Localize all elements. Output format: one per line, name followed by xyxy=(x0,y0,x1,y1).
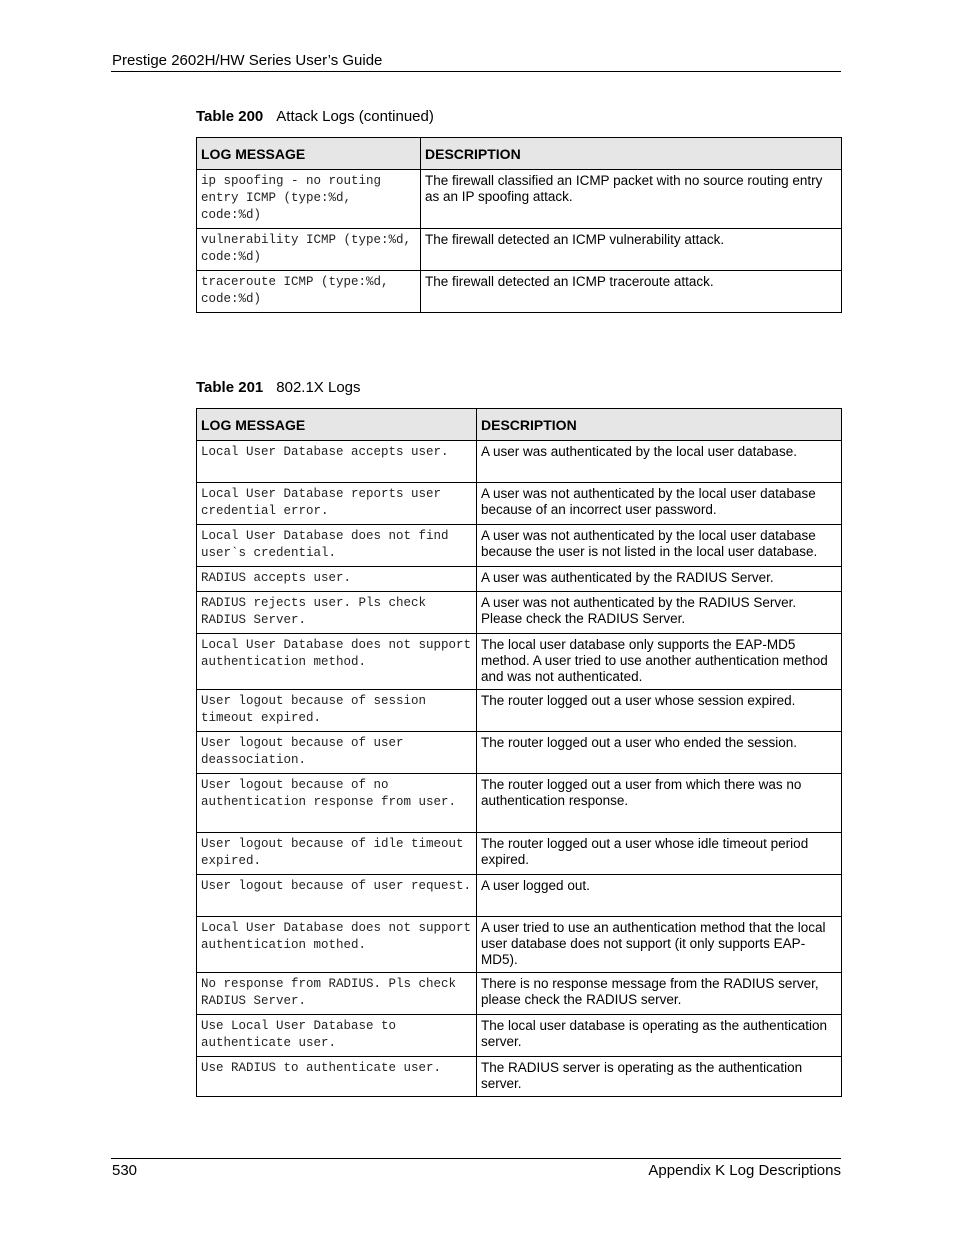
description-cell: A user was not authenticated by the RADIUS Server. Please check the RADIUS Server. xyxy=(477,592,842,634)
table-row xyxy=(197,1057,842,1097)
description-cell: The router logged out a user who ended the session. xyxy=(477,732,842,774)
description-cell: A user was not authenticated by the local user database because the user is not listed in the local user database. xyxy=(477,525,842,567)
column-header-log-message: LOG MESSAGE xyxy=(197,138,421,170)
log-message-cell: User logout because of user request. xyxy=(197,875,477,917)
table-row xyxy=(197,271,842,313)
footer-divider xyxy=(111,1158,841,1159)
description-cell: The firewall detected an ICMP vulnerability attack. xyxy=(421,229,842,271)
table-row xyxy=(197,229,842,271)
log-message-cell: User logout because of idle timeout expired. xyxy=(197,833,477,875)
log-message-cell: vulnerability ICMP (type:%d, code:%d) xyxy=(197,229,421,271)
table-row xyxy=(197,170,842,229)
description-cell: The firewall classified an ICMP packet with no source routing entry as an IP spoofing attack. xyxy=(421,170,842,229)
log-message-cell: Local User Database does not find user`s credential. xyxy=(197,525,477,567)
table-header-row xyxy=(197,138,842,170)
log-message-cell: RADIUS rejects user. Pls check RADIUS Server. xyxy=(197,592,477,634)
table-row xyxy=(197,690,842,732)
description-cell: The RADIUS server is operating as the authentication server. xyxy=(477,1057,842,1097)
log-message-cell: Local User Database accepts user. xyxy=(197,441,477,483)
dot1x-logs-table xyxy=(196,408,842,1097)
log-message-cell: Local User Database reports user credential error. xyxy=(197,483,477,525)
log-message-cell: User logout because of no authentication response from user. xyxy=(197,774,477,833)
log-message-cell: traceroute ICMP (type:%d, code:%d) xyxy=(197,271,421,313)
table-row xyxy=(197,917,842,973)
table-200-number: Table 200 xyxy=(196,108,264,125)
description-cell: The router logged out a user whose idle timeout period expired. xyxy=(477,833,842,875)
table-row xyxy=(197,525,842,567)
description-cell: The router logged out a user whose session expired. xyxy=(477,690,842,732)
log-message-cell: ip spoofing - no routing entry ICMP (type:%d, code:%d) xyxy=(197,170,421,229)
column-header-description: DESCRIPTION xyxy=(477,409,842,441)
description-cell: A user logged out. xyxy=(477,875,842,917)
table-row xyxy=(197,833,842,875)
table-row xyxy=(197,875,842,917)
log-message-cell: User logout because of session timeout expired. xyxy=(197,690,477,732)
table-row xyxy=(197,441,842,483)
log-message-cell: User logout because of user deassociation. xyxy=(197,732,477,774)
log-message-cell: Local User Database does not support authentication method. xyxy=(197,634,477,690)
column-header-description: DESCRIPTION xyxy=(421,138,842,170)
log-message-cell: Use Local User Database to authenticate user. xyxy=(197,1015,477,1057)
table-row xyxy=(197,732,842,774)
log-message-cell: RADIUS accepts user. xyxy=(197,567,477,592)
table-200-title: Attack Logs (continued) xyxy=(276,108,434,125)
description-cell: The firewall detected an ICMP traceroute attack. xyxy=(421,271,842,313)
description-cell: A user was not authenticated by the local user database because of an incorrect user password. xyxy=(477,483,842,525)
table-200-caption xyxy=(196,108,434,125)
description-cell: A user was authenticated by the RADIUS Server. xyxy=(477,567,842,592)
log-message-cell: No response from RADIUS. Pls check RADIUS Server. xyxy=(197,973,477,1015)
description-cell: A user tried to use an authentication method that the local user database does not support (it only supports EAP-MD5). xyxy=(477,917,842,973)
page-number: 530 xyxy=(112,1162,138,1179)
header-divider xyxy=(111,71,841,72)
log-message-cell: Use RADIUS to authenticate user. xyxy=(197,1057,477,1097)
table-row xyxy=(197,483,842,525)
log-message-cell: Local User Database does not support authentication mothed. xyxy=(197,917,477,973)
description-cell: There is no response message from the RADIUS server, please check the RADIUS server. xyxy=(477,973,842,1015)
table-row xyxy=(197,973,842,1015)
description-cell: The local user database only supports the EAP-MD5 method. A user tried to use another authentication method and was not authenticated. xyxy=(477,634,842,690)
table-201-caption xyxy=(196,379,361,396)
table-header-row xyxy=(197,409,842,441)
table-row xyxy=(197,634,842,690)
table-201-number: Table 201 xyxy=(196,379,264,396)
table-row xyxy=(197,774,842,833)
description-cell: The router logged out a user from which there was no authentication response. xyxy=(477,774,842,833)
table-row xyxy=(197,592,842,634)
column-header-log-message: LOG MESSAGE xyxy=(197,409,477,441)
table-row xyxy=(197,1015,842,1057)
attack-logs-table xyxy=(196,137,842,313)
description-cell: The local user database is operating as the authentication server. xyxy=(477,1015,842,1057)
page-header: Prestige 2602H/HW Series User’s Guide xyxy=(112,52,383,69)
table-row xyxy=(197,567,842,592)
description-cell: A user was authenticated by the local user database. xyxy=(477,441,842,483)
footer-title: Appendix K Log Descriptions xyxy=(648,1162,841,1179)
table-201-title: 802.1X Logs xyxy=(276,379,361,396)
